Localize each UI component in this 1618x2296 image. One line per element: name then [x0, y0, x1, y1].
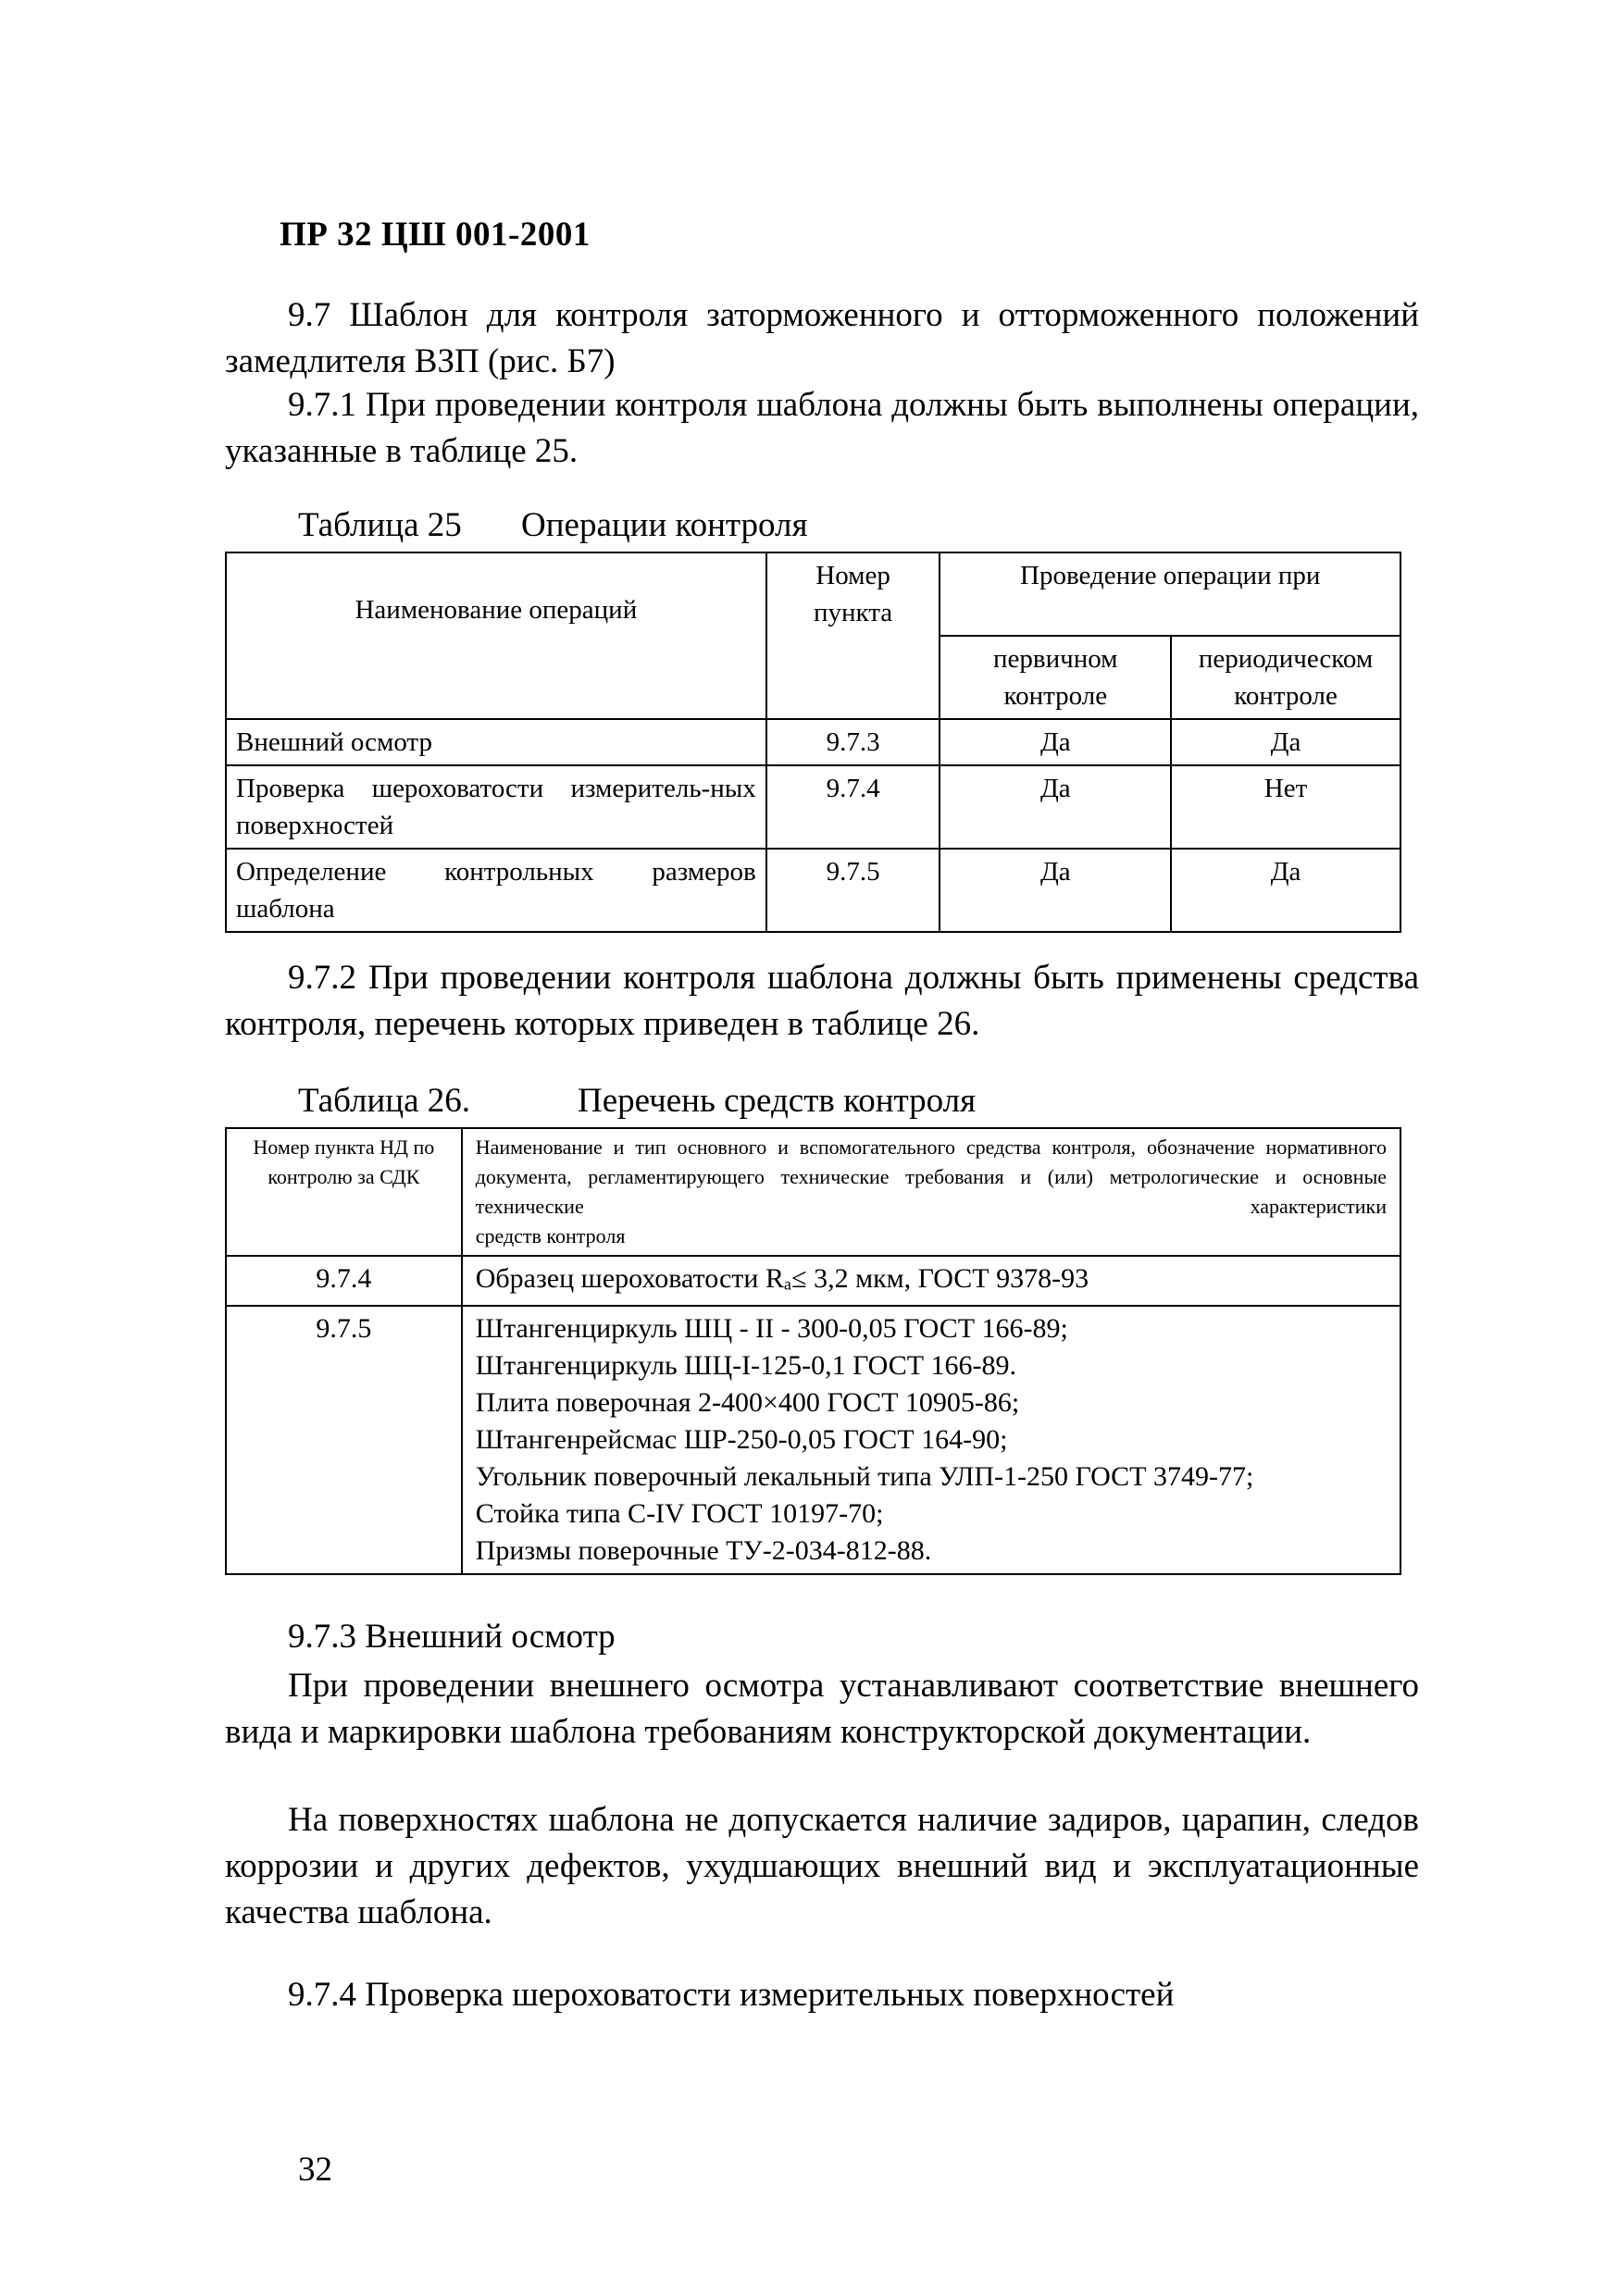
paragraph-9-7-3-a	[225, 1663, 1419, 1756]
header-operation-name: Наименование операций	[226, 552, 766, 719]
periodic-value: Нет	[1171, 765, 1400, 849]
section-title: 9.7.3 Внешний осмотр	[288, 1618, 616, 1656]
paragraph-9-7	[225, 292, 1419, 385]
instrument-item: Штангенрейсмас ШР-250-0,05 ГОСТ 164-90;	[475, 1424, 1008, 1455]
paragraph-9-7-2	[225, 955, 1419, 1048]
table-row	[226, 1256, 1400, 1306]
paragraph-text: 9.7 Шаблон для контроля заторможенного и отторможенного положений замедлителя ВЗП (рис. Б7)	[225, 296, 1419, 380]
primary-value: Да	[940, 765, 1171, 849]
table-row	[226, 849, 1400, 932]
table-25	[225, 552, 1401, 933]
header-item-number: Номер пункта НД по контролю за СДК	[226, 1128, 462, 1256]
operation-name: Проверка шероховатости измеритель-ных поверхностей	[226, 765, 766, 849]
document-code: ПР 32 ЦШ 001-2001	[280, 216, 591, 254]
table-row	[226, 765, 1400, 849]
table-header-row	[226, 1128, 1400, 1256]
header-description-tail: средств контроля	[475, 1224, 626, 1247]
header-description	[462, 1128, 1400, 1256]
paragraph-text: При проведении внешнего осмотра устанавливают соответствие внешнего вида и маркировки шаблона требованиям конструкторской документации.	[225, 1667, 1419, 1751]
periodic-value: Да	[1171, 719, 1400, 765]
instrument-item: Плита поверочная 2-400×400 ГОСТ 10905-86;	[475, 1387, 1020, 1418]
table26-caption-title: Перечень средств контроля	[578, 1082, 977, 1120]
table-26	[225, 1127, 1401, 1575]
instrument-item: Призмы поверочные ТУ-2-034-812-88.	[475, 1535, 932, 1566]
table25-caption-title: Операции контроля	[521, 506, 808, 544]
paragraph-text: На поверхностях шаблона не допускается наличие задиров, царапин, следов коррозии и других дефектов, ухудшающих внешний вид и эксплуатационные качества шаблона.	[225, 1801, 1419, 1931]
page-number: 32	[298, 2151, 332, 2189]
operation-name: Внешний осмотр	[226, 719, 766, 765]
primary-value: Да	[940, 719, 1171, 765]
instrument-item: Образец шероховатости Rₐ≤ 3,2 мкм, ГОСТ 9378-93	[475, 1263, 1089, 1294]
item-number: 9.7.4	[226, 1256, 462, 1306]
section-9-7-4-title	[225, 1972, 1419, 2018]
paragraph-text: 9.7.2 При проведении контроля шаблона должны быть применены средства контроля, перечень которых приведен в таблице 26.	[225, 959, 1419, 1043]
operation-name: Определение контрольных размеров шаблона	[226, 849, 766, 932]
table-header-row	[226, 552, 1400, 636]
instrument-item: Стойка типа С-IV ГОСТ 10197-70;	[475, 1498, 884, 1529]
instrument-list	[462, 1256, 1400, 1306]
table26-caption-label: Таблица 26.	[298, 1082, 470, 1120]
paragraph-9-7-3-b	[225, 1797, 1419, 1936]
table25-caption-label: Таблица 25	[298, 506, 462, 544]
item-number: 9.7.4	[766, 765, 940, 849]
instrument-item: Угольник поверочный лекальный типа УЛП-1-250 ГОСТ 3749-77;	[475, 1461, 1254, 1492]
item-number: 9.7.5	[226, 1306, 462, 1574]
instrument-item: Штангенциркуль ШЦ-I-125-0,1 ГОСТ 166-89.	[475, 1350, 1017, 1381]
header-description-text: Наименование и тип основного и вспомогательного средства контроля, обозначение нормативного документа, регламентирующего технические требования и (или) метрологические и основные технические характеристики	[475, 1136, 1387, 1218]
header-conducting: Проведение операции при	[940, 552, 1400, 636]
section-title: 9.7.4 Проверка шероховатости измерительных поверхностей	[288, 1976, 1175, 2014]
table-row	[226, 1306, 1400, 1574]
instrument-item: Штангенциркуль ШЦ - II - 300-0,05 ГОСТ 166-89;	[475, 1313, 1068, 1344]
paragraph-text: 9.7.1 При проведении контроля шаблона должны быть выполнены операции, указанные в таблице 25.	[225, 386, 1419, 470]
section-9-7-3-title	[225, 1614, 1419, 1660]
primary-value: Да	[940, 849, 1171, 932]
header-periodic-control: периодическом контроле	[1171, 636, 1400, 719]
table-row	[226, 719, 1400, 765]
periodic-value: Да	[1171, 849, 1400, 932]
item-number: 9.7.3	[766, 719, 940, 765]
instrument-list	[462, 1306, 1400, 1574]
item-number: 9.7.5	[766, 849, 940, 932]
header-item-number: Номер пункта	[766, 552, 940, 719]
header-primary-control: первичном контроле	[940, 636, 1171, 719]
paragraph-9-7-1	[225, 382, 1419, 475]
